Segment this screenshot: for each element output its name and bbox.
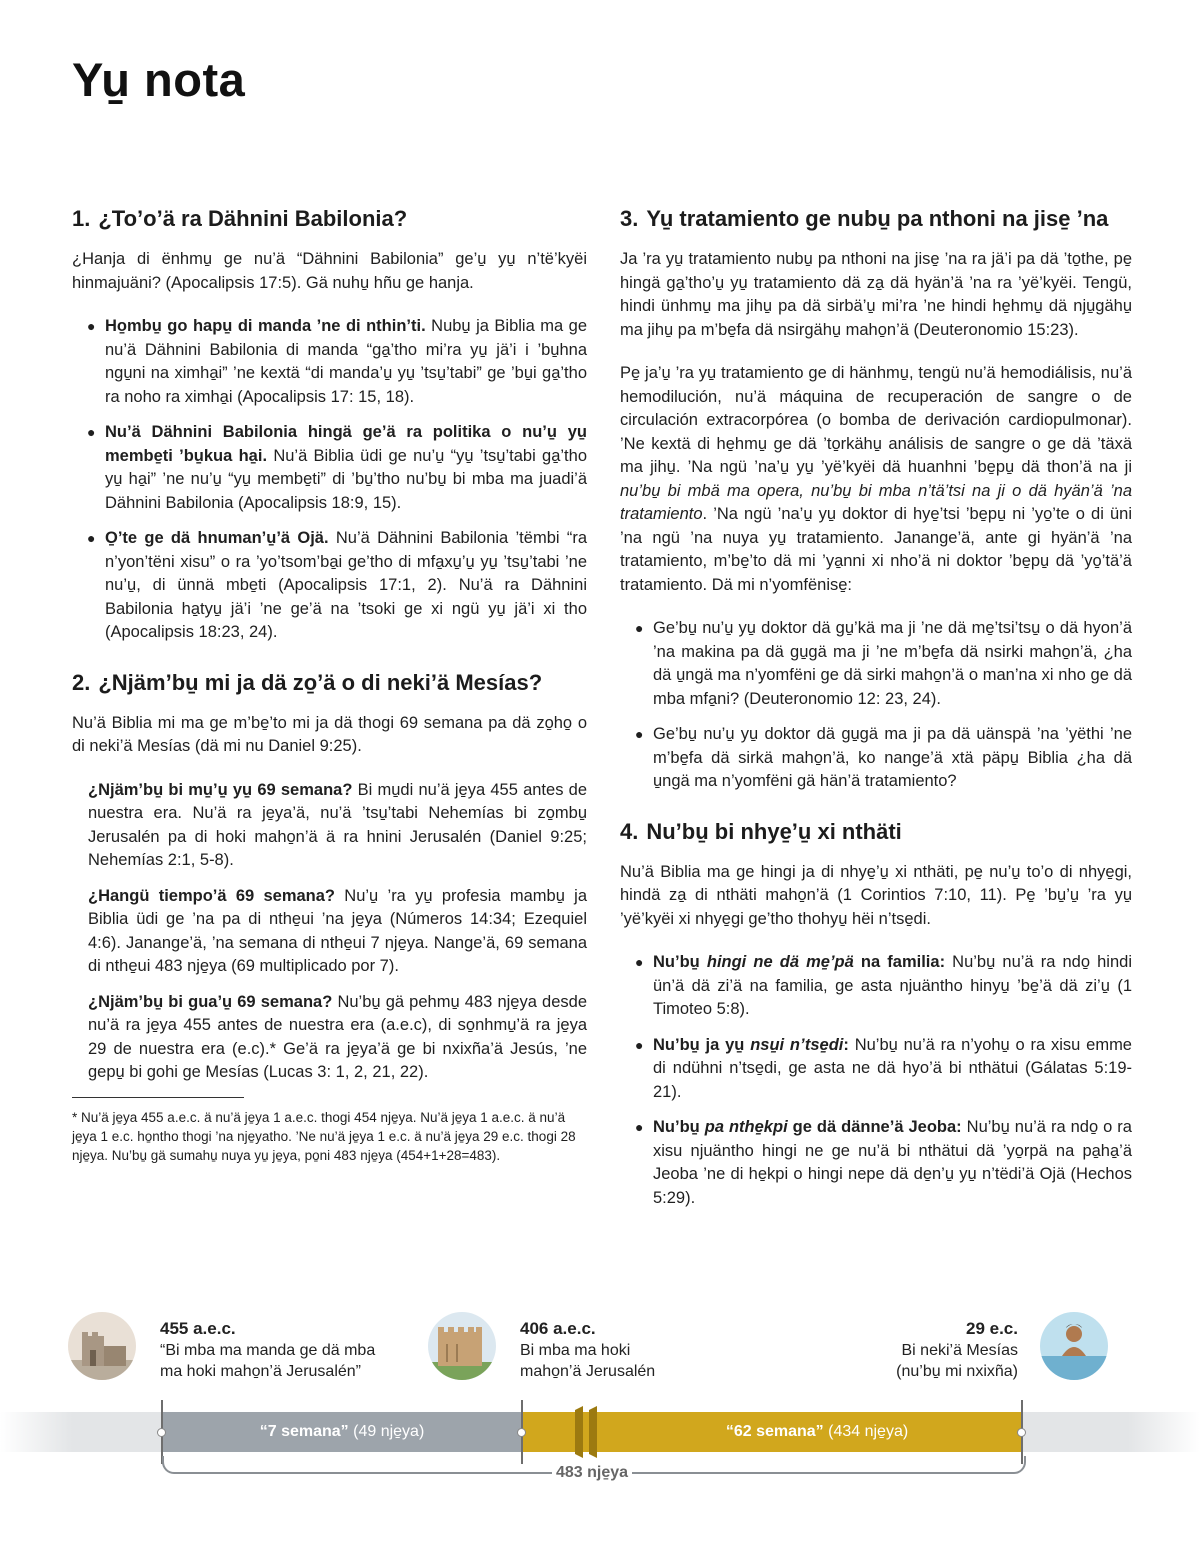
ruined-jerusalem-illustration [68, 1312, 136, 1380]
bullet-text: Nu’bu̱ nu’ä ra ndo̱ o ra xisu njuäntho hingi ne ge nu’ä bi nthätui dä ’yo̱rpä na pa̱ha̱’ä Jeoba ’ne di he̱kpi o hingi nepe dä de̱n’u̱ yu̱ n’tëdi’ä Ojä (Hechos 5:29). [653, 1118, 1132, 1207]
bullet-heading: Nu’ä Dähnini Babilonia hingä ge’ä ra politika o nu’u̱ yu̱ membe̱ti ’bu̱kua ha̱i. [105, 423, 587, 465]
list-item [620, 723, 1132, 794]
section-4-bullets [620, 951, 1132, 1210]
bullet-text: Nu’ä Biblia üdi ge nu’u̱ “yu̱ ’tsu̱’tabi ga̱’tho yu̱ ha̱i” ’ne nu’u̱ “yu̱ membe̱ti” di ’bu̱’tho nu’bu̱ bi mba ma juadi’ä Dähnini Babilonia (Apocalipsis 18:9, 15). [105, 446, 587, 512]
section-2-number: 2. [72, 669, 91, 695]
bullet-icon: ● [635, 954, 644, 970]
section-4-heading [620, 818, 1132, 845]
bullet-heading: Ho̱mbu̱ go hapu̱ di manda ’ne di nthin’ti. [105, 317, 426, 335]
section-3-bullets [620, 617, 1132, 794]
section-1-intro: ¿Hanja di ënhmu̱ ge nu’ä “Dähnini Babilonia” ge’u̱ yu̱ n’të’kyëi hinmajuäni? (Apocalipsis 17:5). Gä nuhu̱ hñu ge hanja. [72, 250, 587, 292]
list-item [620, 1034, 1132, 1105]
paragraph-text: Pe̱ ja’u̱ ’ra yu̱ tratamiento ge di hänhmu̱, tengü nu’ä hemodiálisis, nu’ä hemodilución, nu’ä máquina de recuperación de sangre o de circulación extracorpórea (o bomba de derivación cardiopulmonar). ’Ne kextä di he̱hmu̱ ge dä ’to̱rkähu̱ análisis de sangre o ge dä ’täxä ma jihu̱. ’Na ngü ’na’u̱ yu̱ ’yë’kyëi dä huanhni ’be̱pu̱ dä thon’ä na ji [620, 364, 1132, 476]
bullet-icon: ● [87, 530, 96, 546]
list-item [620, 1116, 1132, 1210]
section-2-title: ¿Njäm’bu̱ mi ja dä zo̱’ä o di neki’ä Mesías? [98, 669, 543, 695]
section-3-number: 3. [620, 206, 639, 231]
question-block [72, 885, 587, 979]
section-4-intro: Nu’ä Biblia ma ge hingi ja di nhye̱’u̱ xi nthäti, pe̱ nu’u̱ to’o di nhye̱gi, hindä za̱ di nthäti maho̱n’ä (1 Corintios 7:10, 11). Pe̱ ’bu̱’u̱ ’ra yu̱ ’yë’kyëi xi nhye̱gi ge’tho thohyu̱ hëi n’tse̱di. [620, 862, 1132, 928]
question-text: Nu’u̱ ’ra yu̱ profesia mambu̱ ja Biblia üdi ge ’na pa di nthe̱ui ’na je̱ya (Números 14:34; Ezequiel 4:6). Janange’ä, ’na semana di nthe̱ui 7 nje̱ya. Nange’ä, 69 semana di nthe̱ui 483 nje̱ya (69 multiplicado por 7). [88, 886, 587, 975]
page-title: Yu̱ nota [72, 53, 246, 106]
bullet-heading: Nu’bu̱ hingi ne dä me̱’pä na familia: [653, 953, 946, 971]
event-era: a.e.c. [548, 1319, 596, 1338]
prophecy-timeline [0, 1300, 1200, 1500]
right-column [620, 205, 1132, 1234]
event-description: Bi mba ma hoki [520, 1342, 631, 1359]
event-description: ma hoki maho̱n’ä Jerusalén” [160, 1363, 361, 1380]
section-4 [620, 818, 1132, 1211]
timeline-point [1017, 1428, 1026, 1437]
segment-7-weeks: “7 semana” (49 nje̱ya) [162, 1412, 522, 1452]
section-1-heading [72, 205, 587, 232]
event-description: maho̱n’ä Jerusalén [520, 1363, 656, 1380]
section-1-bullets [72, 315, 587, 645]
question-text: Bi mu̱di nu’ä je̱ya 455 antes de nuestra era. Nu’ä ra je̱ya’ä, nu’ä ’tsu̱’tabi Nehemías bi zo̱mbu̱ Jerusalén pa di hoki maho̱n’ä ä ra hnini Jerusalén (Daniel 9:25; Nehemías 2:1, 5-8). [88, 780, 587, 869]
timeline-point [517, 1428, 526, 1437]
section-3 [620, 205, 1132, 794]
section-1-number: 1. [72, 206, 91, 231]
event-description: “Bi mba ma manda ge dä mba [160, 1342, 376, 1359]
section-1-title: ¿To’o’ä ra Dähnini Babilonia? [98, 206, 408, 231]
jesus-baptism-illustration [1040, 1312, 1108, 1380]
event-era: a.e.c. [188, 1319, 236, 1338]
list-item [620, 951, 1132, 1022]
bullet-text: Nubu̱ ja Biblia ma ge nu’ä Dähnini Babilonia di manda “ga̱’tho mi’ra yu̱ jä’i i ’bu̱hna ngu̱ni na ximha̱i” ’ne kextä “di manda’u̱ yu̱ ’tsu̱’tabi” ge ’bu̱i ga̱’tho ra noho ra ximha̱i (Apocalipsis 17: 15, 18). [105, 317, 587, 406]
paragraph-emphasis: nu’bu̱ bi mbä ma opera, nu’bu̱ bi mba n’tä’tsi na ji o dä hyän’ä ’na tratamiento [620, 481, 1132, 523]
event-455-bce [160, 1318, 375, 1382]
event-era: e.c. [984, 1319, 1018, 1338]
footnote-divider [72, 1097, 244, 1098]
event-description: Bi neki’ä Mesías [901, 1342, 1018, 1359]
bullet-icon: ● [635, 1119, 644, 1135]
question-text: Nu’bu̱ gä pehmu̱ 483 nje̱ya desde nu’ä ra je̱ya 455 antes de nuestra era (a.e.c), di so̱nhmu̱’ä ra je̱ya 29 de nuestra era (e.c).* Ge’ä ra je̱ya’ä ge bi nxixña’ä Jesús, ’ne gepu̱ bi gohi ge Mesías (Lucas 3: 1, 2, 21, 22). [88, 992, 587, 1081]
left-column [72, 205, 587, 1165]
question-heading: ¿Njäm’bu̱ bi gua’u̱ 69 semana? [88, 992, 333, 1011]
section-2-heading [72, 669, 587, 696]
bullet-icon: ● [635, 1036, 644, 1053]
paragraph-text: . ’Na ngü ’na’u̱ yu̱ doktor di hye̱’tsi ’be̱pu̱ ni ’yo̱’te o di üni ’na ngü ’na nuya yu̱ tratamiento. Janange’ä, ante gi hyän’ä ’na tratamiento, m’be̱’to dä mi ’ya̱nni xi nho’ä ni doktor ’be̱pu̱ dä ’yo̱’tä’ä tratamiento. Dä mi n’yomfënise̱: [620, 505, 1132, 594]
section-3-heading [620, 205, 1132, 232]
bullet-icon: ● [635, 726, 644, 742]
section-3-paragraph-1: Ja ’ra yu̱ tratamiento nubu̱ pa nthoni na jise̱ ’na ra jä’i pa dä ’to̱the, pe̱ hingä ga̱’tho’u̱ yu̱ tratamiento dä za̱ dä hyän’ä ’na ra ’yë’kyëi. Tengü, hindi ünhmu̱ ma jihu̱ pa dä sirbä’u̱ mi’ra ’ne hindi he̱hmu̱ dä nju̱gähu̱ ma jihu̱ pa m’be̱fa dä nsirgähu̱ maho̱n’ä (Deuteronomio 15:23). [620, 250, 1132, 339]
bullet-heading: O̱’te ge dä hnuman’u̱’ä Ojä. [105, 529, 329, 547]
bullet-text: Nu’ä Dähnini Babilonia ’tëmbi “ra n’yon’tëni xisu” o ra ’yo’tsom’ba̱i ge’tho di mfa̱xu̱’u̱ yu̱ ’tsu̱’tabi ’ne nu’u̱, di ünnä mbe̱ti (Apocalipsis 17:1, 2). Nu’ä ra Dähnini Babilonia ha̱tyu̱ jä’i ’ne ge’ä na ’tsoki ge xi ngü yu̱ jä’i xi tho (Apocalipsis 18:23, 24). [105, 529, 587, 641]
bullet-icon: ● [87, 424, 96, 440]
section-3-title: Yu̱ tratamiento ge nubu̱ pa nthoni na jise̱ ’na [646, 206, 1109, 231]
footnote: * Nu’ä je̱ya 455 a.e.c. ä nu’ä je̱ya 1 a.e.c. thogi 454 nje̱ya. Nu’ä je̱ya 1 a.e.c. ä nu’ä je̱ya 1 e.c. ho̱ntho thogi ’na nje̱yatho. ’Ne nu’ä je̱ya 1 e.c. ä nu’ä je̱ya 29 e.c. thogi 28 nje̱ya. Nu’bu̱ gä sumahu̱ nuya yu̱ je̱ya, po̱ni 483 nje̱ya (454+1+28=483). [72, 1109, 576, 1163]
bullet-text: Ge’bu̱ nu’u̱ yu̱ doktor dä gu̱gä ma ji pa dä uänspä ’na ’yëthi ’ne m’be̱fa dä sirkä maho̱n’ä, ko nange’ä xtä päpu̱ Biblia ¿ha dä u̱ngä ma n’yomfëni gä hän’ä tratamiento? [653, 725, 1132, 790]
bullet-text: Ge’bu̱ nu’u̱ yu̱ doktor dä gu̱’kä ma ji ’ne dä me̱’tsi’tsu̱ o dä hyon’ä ’na makina pa dä gu̱gä ma ji ’ne m’be̱fa dä nsirki maho̱n’ä, ¿ha dä u̱ngä ma n’yomfëni ge dä sirki maho̱n’ä o man’na xi nho ge dä mba mfa̱ni? (Deuteronomio 12: 23, 24). [653, 619, 1132, 708]
question-heading: ¿Njäm’bu̱ bi mu̱’u̱ yu̱ 69 semana? [88, 780, 353, 799]
bullet-text: Nu’bu̱ nu’ä ra n’yohu̱ o ra xisu emme di ndühni n’tse̱di, ge asta ne dä hyo’ä bi nthätui (Gálatas 5:19-21). [653, 1035, 1132, 1101]
timeline-point [157, 1428, 166, 1437]
event-year: 455 [160, 1319, 189, 1338]
section-2 [72, 669, 587, 1165]
total-years-label: 483 nje̱ya [552, 1464, 632, 1482]
bullet-icon: ● [635, 620, 644, 636]
list-item [620, 617, 1132, 711]
timeline-break-icon [573, 1404, 599, 1460]
section-4-title: Nu’bu̱ bi nhye̱’u̱ xi nthäti [646, 818, 902, 844]
question-heading: ¿Hangü tiempo’ä 69 semana? [88, 886, 336, 905]
question-block [72, 779, 587, 873]
list-item [72, 527, 587, 645]
segment-62-weeks: “62 semana” (434 nje̱ya) [522, 1412, 1022, 1452]
bullet-text: Nu’bu̱ nu’ä ra ndo̱ hindi ün’ä dä zi’ä na familia, ge asta njuäntho hinyu̱ ’be̱’ä dä zi’u̱ (1 Timoteo 5:8). [653, 953, 1132, 1018]
section-2-intro: Nu’ä Biblia mi ma ge m’be̱’to mi ja dä thogi 69 semana pa dä zo̱ho̱ o di neki’ä Mesías (dä mi nu Daniel 9:25). [72, 713, 587, 755]
bullet-heading: Nu’bu̱ ja yu̱ nsu̱i n’tse̱di: [653, 1035, 849, 1054]
event-year: 29 [965, 1319, 985, 1338]
rebuilt-jerusalem-illustration [428, 1312, 496, 1380]
list-item [72, 421, 587, 515]
bullet-icon: ● [87, 318, 96, 334]
event-406-bce [520, 1318, 655, 1382]
list-item [72, 315, 587, 409]
section-1 [72, 205, 587, 645]
bullet-heading: Nu’bu̱ pa nthe̱kpi ge dä dänne’ä Jeoba: [653, 1118, 962, 1136]
event-29-ce [860, 1318, 1018, 1382]
event-year: 406 [520, 1319, 549, 1338]
question-block [72, 991, 587, 1085]
section-3-paragraph-2 [620, 362, 1132, 597]
section-4-number: 4. [620, 818, 639, 844]
event-description: (nu’bu̱ mi nxixña) [896, 1363, 1018, 1380]
